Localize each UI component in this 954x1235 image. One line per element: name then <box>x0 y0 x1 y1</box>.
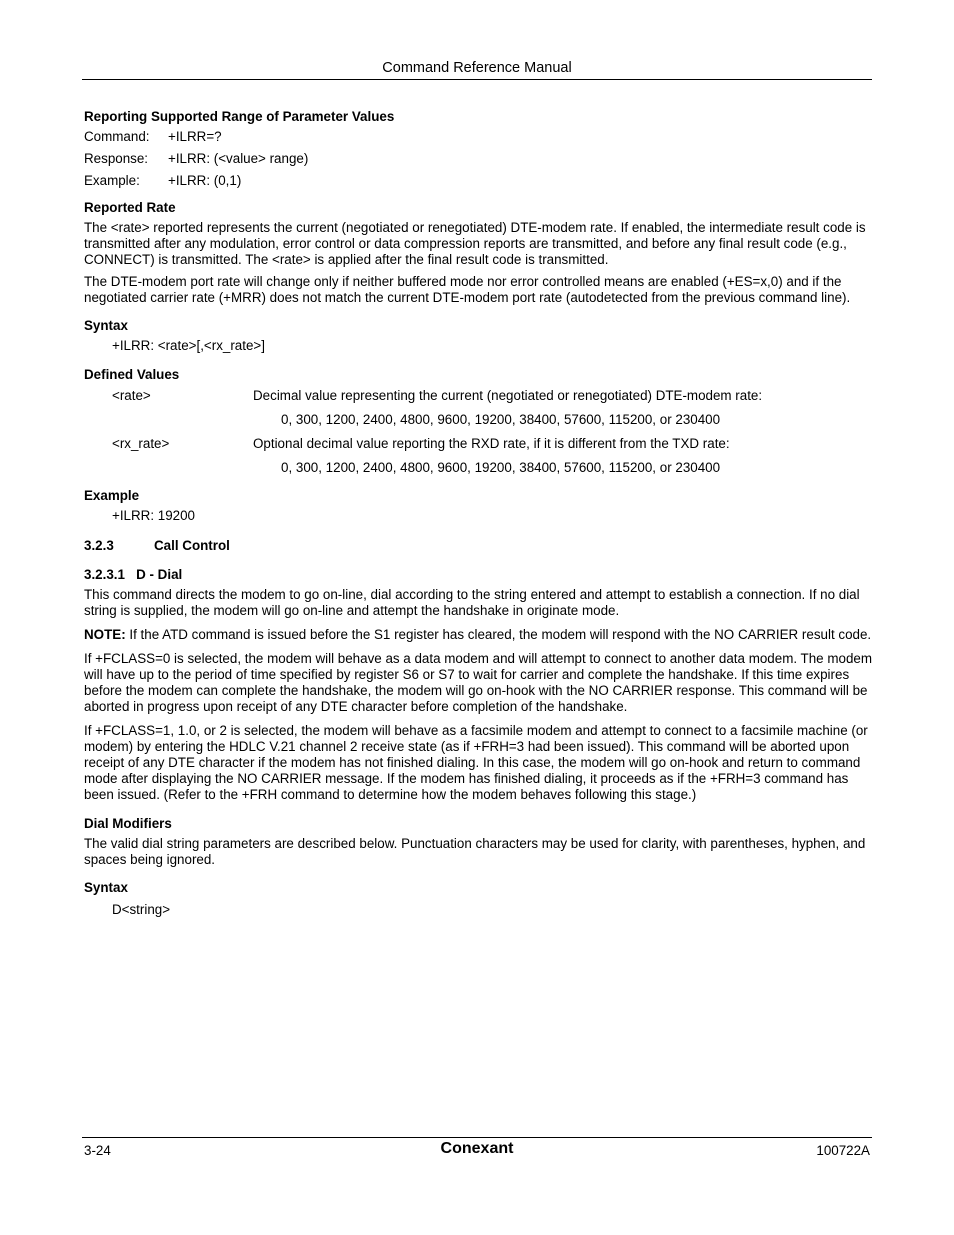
command-row <box>84 129 872 145</box>
note-text: If the ATD command is issued before the S1 register has cleared, the modem will respond with the NO CARRIER result code. <box>125 627 872 642</box>
dial-paragraph-1: This command directs the modem to go on-line, dial according to the string entered and attempt to establish a connection. If no dial string is supplied, the modem will go on-line and attempt the handshake in originate mode. <box>84 587 860 618</box>
example-label: Example: <box>84 173 140 188</box>
dial-paragraph-3: If +FCLASS=1, 1.0, or 2 is selected, the modem will behave as a facsimile modem and attempt to connect to a facsimile machine (or modem) by entering the HDLC V.21 channel 2 receive state (as if +FRH=3 had been issued). This command will be aborted upon receipt of any DTE character if the modem has not finished dialing. In this case, the modem will go on-hook and return to command mode after displaying the NO CARRIER message. If the modem has finished dialing, it proceeds as if the +FRH=3 command has been issued. (Refer to the +FRH command to determine how the modem behaves following this stage.) <box>84 723 868 802</box>
response-label: Response: <box>84 151 149 166</box>
subsection-heading: 3.2.3.1 D - Dial <box>84 567 183 582</box>
command-label: Command: <box>84 129 150 144</box>
page-body <box>84 109 872 918</box>
reported-rate-paragraph-1: The <rate> reported represents the current (negotiated or renegotiated) DTE-modem rate. If enabled, the intermediate result code is transmitted after any modulation, error control or data compression reports are transmitted, and before any final result code (e.g., CONNECT) is transmitted. The <rate> is applied after the final result code is transmitted. <box>84 220 866 267</box>
rx-rate-values: 0, 300, 1200, 2400, 4800, 9600, 19200, 38400, 57600, 115200, or 230400 <box>281 460 721 475</box>
reported-rate-paragraph-2: The DTE-modem port rate will change only if neither buffered mode nor error controlled means are enabled (+ES=x,0) and if the negotiated carrier rate (+MRR) does not match the current DTE-modem port rate (autodetected from the previous command line). <box>84 274 851 305</box>
note-paragraph <box>84 627 872 643</box>
syntax-heading: Syntax <box>84 318 128 333</box>
section-title: Call Control <box>154 538 230 553</box>
example-heading: Example <box>84 488 140 503</box>
running-header: Command Reference Manual <box>382 60 572 76</box>
rate-description: Decimal value representing the current (negotiated or renegotiated) DTE-modem rate: <box>253 388 763 403</box>
header-rule <box>82 79 872 80</box>
dial-modifiers-paragraph: The valid dial string parameters are described below. Punctuation characters may be used for clarity, with parentheses, hyphen, and spaces being ignored. <box>84 836 866 867</box>
defined-value-rate <box>84 388 872 404</box>
response-value: +ILRR: (<value> range) <box>168 151 309 166</box>
dial-modifiers-heading: Dial Modifiers <box>84 816 172 831</box>
response-row <box>84 151 872 167</box>
example-row <box>84 173 872 189</box>
note-label: NOTE: <box>84 627 126 642</box>
footer-rule <box>82 1137 872 1138</box>
syntax-value: +ILRR: <rate>[,<rx_rate>] <box>112 338 265 353</box>
command-value: +ILRR=? <box>168 129 222 144</box>
footer-brand: Conexant <box>440 1140 514 1157</box>
section-heading <box>84 538 872 554</box>
document-number: 100722A <box>816 1143 870 1158</box>
rate-term: <rate> <box>112 388 151 403</box>
example-value-line: +ILRR: 19200 <box>112 508 196 523</box>
example-value: +ILRR: (0,1) <box>168 173 242 188</box>
rx-rate-term: <rx_rate> <box>112 436 170 451</box>
rx-rate-description: Optional decimal value reporting the RXD rate, if it is different from the TXD rate: <box>253 436 730 451</box>
rate-values: 0, 300, 1200, 2400, 4800, 9600, 19200, 38400, 57600, 115200, or 230400 <box>281 412 721 427</box>
section-number: 3.2.3 <box>84 538 114 553</box>
defined-value-rx-rate <box>84 436 872 452</box>
page-number: 3-24 <box>84 1143 111 1158</box>
syntax-heading-2: Syntax <box>84 880 128 895</box>
defined-values-heading: Defined Values <box>84 367 180 382</box>
dial-paragraph-2: If +FCLASS=0 is selected, the modem will behave as a data modem and will attempt to connect to another data modem. The modem will have up to the period of time specified by register S6 or S7 to wait for carrier and complete the handshake. If this time expires before the modem can complete the handshake, the modem will go on-hook with the NO CARRIER response. This command will be aborted in progress upon receipt of any DTE character before completion of the handshake. <box>84 651 872 714</box>
range-heading: Reporting Supported Range of Parameter Values <box>84 109 395 124</box>
reported-rate-heading: Reported Rate <box>84 200 176 215</box>
syntax-value-2: D<string> <box>112 902 171 917</box>
